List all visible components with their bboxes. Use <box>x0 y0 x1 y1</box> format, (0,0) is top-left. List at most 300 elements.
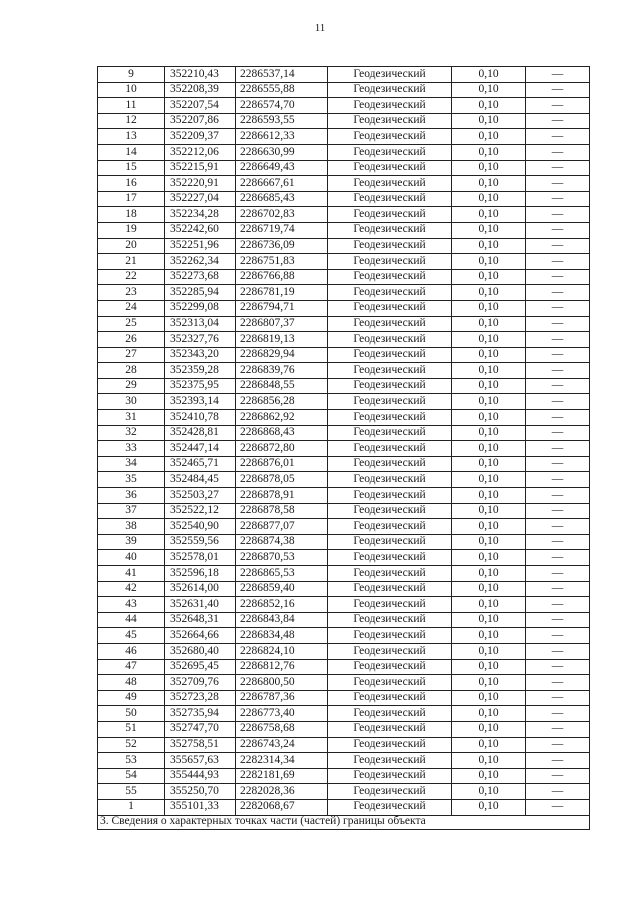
point-description-cell: — <box>526 363 590 379</box>
accuracy-cell: 0,10 <box>452 721 526 737</box>
y-coordinate-cell: 2286743,24 <box>236 737 328 753</box>
point-description-cell: — <box>526 347 590 363</box>
y-coordinate-cell: 2286800,50 <box>236 675 328 691</box>
point-number-cell: 44 <box>98 612 165 628</box>
point-number-cell: 30 <box>98 394 165 410</box>
accuracy-cell: 0,10 <box>452 784 526 800</box>
point-number-cell: 20 <box>98 238 165 254</box>
accuracy-cell: 0,10 <box>452 176 526 192</box>
x-coordinate-cell: 352207,86 <box>165 113 236 129</box>
accuracy-cell: 0,10 <box>452 410 526 426</box>
method-cell: Геодезический <box>328 410 452 426</box>
point-description-cell: — <box>526 129 590 145</box>
point-number-cell: 47 <box>98 659 165 675</box>
method-cell: Геодезический <box>328 347 452 363</box>
x-coordinate-cell: 352559,56 <box>165 534 236 550</box>
table-row <box>98 441 590 457</box>
point-number-cell: 25 <box>98 316 165 332</box>
x-coordinate-cell: 352375,95 <box>165 378 236 394</box>
point-number-cell: 33 <box>98 441 165 457</box>
accuracy-cell: 0,10 <box>452 550 526 566</box>
table-row <box>98 472 590 488</box>
x-coordinate-cell: 355250,70 <box>165 784 236 800</box>
table-row <box>98 300 590 316</box>
method-cell: Геодезический <box>328 207 452 223</box>
point-number-cell: 24 <box>98 300 165 316</box>
page-number: 11 <box>314 22 326 34</box>
table-row <box>98 425 590 441</box>
x-coordinate-cell: 352285,94 <box>165 285 236 301</box>
accuracy-cell: 0,10 <box>452 472 526 488</box>
method-cell: Геодезический <box>328 222 452 238</box>
accuracy-cell: 0,10 <box>452 285 526 301</box>
method-cell: Геодезический <box>328 566 452 582</box>
y-coordinate-cell: 2286630,99 <box>236 144 328 160</box>
y-coordinate-cell: 2286685,43 <box>236 191 328 207</box>
y-coordinate-cell: 2286878,05 <box>236 472 328 488</box>
x-coordinate-cell: 352540,90 <box>165 519 236 535</box>
y-coordinate-cell: 2286773,40 <box>236 706 328 722</box>
accuracy-cell: 0,10 <box>452 347 526 363</box>
accuracy-cell: 0,10 <box>452 612 526 628</box>
y-coordinate-cell: 2286736,09 <box>236 238 328 254</box>
table-row <box>98 363 590 379</box>
table-row <box>98 643 590 659</box>
method-cell: Геодезический <box>328 472 452 488</box>
method-cell: Геодезический <box>328 753 452 769</box>
point-number-cell: 37 <box>98 503 165 519</box>
accuracy-cell: 0,10 <box>452 581 526 597</box>
method-cell: Геодезический <box>328 332 452 348</box>
point-description-cell: — <box>526 566 590 582</box>
point-number-cell: 28 <box>98 363 165 379</box>
y-coordinate-cell: 2286807,37 <box>236 316 328 332</box>
x-coordinate-cell: 352503,27 <box>165 488 236 504</box>
point-number-cell: 17 <box>98 191 165 207</box>
point-number-cell: 26 <box>98 332 165 348</box>
accuracy-cell: 0,10 <box>452 519 526 535</box>
x-coordinate-cell: 352680,40 <box>165 643 236 659</box>
method-cell: Геодезический <box>328 675 452 691</box>
table-row <box>98 129 590 145</box>
x-coordinate-cell: 352695,45 <box>165 659 236 675</box>
point-description-cell: — <box>526 706 590 722</box>
y-coordinate-cell: 2286781,19 <box>236 285 328 301</box>
y-coordinate-cell: 2286852,16 <box>236 597 328 613</box>
point-number-cell: 49 <box>98 690 165 706</box>
y-coordinate-cell: 2286612,33 <box>236 129 328 145</box>
y-coordinate-cell: 2286812,76 <box>236 659 328 675</box>
accuracy-cell: 0,10 <box>452 238 526 254</box>
x-coordinate-cell: 352484,45 <box>165 472 236 488</box>
table-row <box>98 410 590 426</box>
coordinates-table <box>97 66 590 830</box>
table-row <box>98 566 590 582</box>
table-row <box>98 67 590 83</box>
x-coordinate-cell: 355444,93 <box>165 768 236 784</box>
point-description-cell: — <box>526 799 590 815</box>
accuracy-cell: 0,10 <box>452 425 526 441</box>
accuracy-cell: 0,10 <box>452 191 526 207</box>
y-coordinate-cell: 2286794,71 <box>236 300 328 316</box>
table-row <box>98 628 590 644</box>
y-coordinate-cell: 2286862,92 <box>236 410 328 426</box>
x-coordinate-cell: 355101,33 <box>165 799 236 815</box>
table-row <box>98 799 590 815</box>
method-cell: Геодезический <box>328 285 452 301</box>
point-description-cell: — <box>526 581 590 597</box>
point-number-cell: 16 <box>98 176 165 192</box>
method-cell: Геодезический <box>328 269 452 285</box>
x-coordinate-cell: 352393,14 <box>165 394 236 410</box>
accuracy-cell: 0,10 <box>452 675 526 691</box>
point-description-cell: — <box>526 82 590 98</box>
table-row <box>98 753 590 769</box>
method-cell: Геодезический <box>328 706 452 722</box>
table-row <box>98 503 590 519</box>
x-coordinate-cell: 352208,39 <box>165 82 236 98</box>
accuracy-cell: 0,10 <box>452 82 526 98</box>
table-row <box>98 285 590 301</box>
y-coordinate-cell: 2286834,48 <box>236 628 328 644</box>
y-coordinate-cell: 2286843,84 <box>236 612 328 628</box>
accuracy-cell: 0,10 <box>452 643 526 659</box>
method-cell: Геодезический <box>328 721 452 737</box>
y-coordinate-cell: 2286859,40 <box>236 581 328 597</box>
point-number-cell: 54 <box>98 768 165 784</box>
accuracy-cell: 0,10 <box>452 300 526 316</box>
point-number-cell: 55 <box>98 784 165 800</box>
method-cell: Геодезический <box>328 441 452 457</box>
accuracy-cell: 0,10 <box>452 378 526 394</box>
accuracy-cell: 0,10 <box>452 456 526 472</box>
point-number-cell: 48 <box>98 675 165 691</box>
point-number-cell: 39 <box>98 534 165 550</box>
table-row <box>98 768 590 784</box>
y-coordinate-cell: 2286848,55 <box>236 378 328 394</box>
accuracy-cell: 0,10 <box>452 706 526 722</box>
method-cell: Геодезический <box>328 768 452 784</box>
y-coordinate-cell: 2286878,91 <box>236 488 328 504</box>
method-cell: Геодезический <box>328 316 452 332</box>
point-number-cell: 27 <box>98 347 165 363</box>
accuracy-cell: 0,10 <box>452 269 526 285</box>
table-row <box>98 238 590 254</box>
y-coordinate-cell: 2286839,76 <box>236 363 328 379</box>
method-cell: Геодезический <box>328 737 452 753</box>
table-row <box>98 581 590 597</box>
method-cell: Геодезический <box>328 597 452 613</box>
accuracy-cell: 0,10 <box>452 628 526 644</box>
accuracy-cell: 0,10 <box>452 222 526 238</box>
point-description-cell: — <box>526 285 590 301</box>
section-footer-row <box>98 815 590 829</box>
y-coordinate-cell: 2286719,74 <box>236 222 328 238</box>
point-number-cell: 50 <box>98 706 165 722</box>
point-description-cell: — <box>526 534 590 550</box>
section-footer-title: 3. Сведения о характерных точках части (частей) границы объекта <box>98 815 590 829</box>
accuracy-cell: 0,10 <box>452 254 526 270</box>
accuracy-cell: 0,10 <box>452 207 526 223</box>
x-coordinate-cell: 352747,70 <box>165 721 236 737</box>
method-cell: Геодезический <box>328 503 452 519</box>
x-coordinate-cell: 352209,37 <box>165 129 236 145</box>
accuracy-cell: 0,10 <box>452 534 526 550</box>
x-coordinate-cell: 352227,04 <box>165 191 236 207</box>
x-coordinate-cell: 352465,71 <box>165 456 236 472</box>
table-row <box>98 98 590 114</box>
accuracy-cell: 0,10 <box>452 566 526 582</box>
point-description-cell: — <box>526 472 590 488</box>
point-description-cell: — <box>526 394 590 410</box>
method-cell: Геодезический <box>328 378 452 394</box>
table-row <box>98 456 590 472</box>
x-coordinate-cell: 352614,00 <box>165 581 236 597</box>
accuracy-cell: 0,10 <box>452 144 526 160</box>
point-description-cell: — <box>526 612 590 628</box>
x-coordinate-cell: 355657,63 <box>165 753 236 769</box>
table-row <box>98 675 590 691</box>
accuracy-cell: 0,10 <box>452 737 526 753</box>
point-description-cell: — <box>526 519 590 535</box>
table-row <box>98 207 590 223</box>
method-cell: Геодезический <box>328 363 452 379</box>
point-number-cell: 46 <box>98 643 165 659</box>
point-number-cell: 38 <box>98 519 165 535</box>
method-cell: Геодезический <box>328 799 452 815</box>
point-description-cell: — <box>526 628 590 644</box>
y-coordinate-cell: 2282068,67 <box>236 799 328 815</box>
y-coordinate-cell: 2286824,10 <box>236 643 328 659</box>
method-cell: Геодезический <box>328 67 452 83</box>
table-row <box>98 347 590 363</box>
method-cell: Геодезический <box>328 488 452 504</box>
accuracy-cell: 0,10 <box>452 597 526 613</box>
accuracy-cell: 0,10 <box>452 363 526 379</box>
method-cell: Геодезический <box>328 191 452 207</box>
y-coordinate-cell: 2286574,70 <box>236 98 328 114</box>
point-description-cell: — <box>526 332 590 348</box>
accuracy-cell: 0,10 <box>452 503 526 519</box>
x-coordinate-cell: 352299,08 <box>165 300 236 316</box>
x-coordinate-cell: 352428,81 <box>165 425 236 441</box>
x-coordinate-cell: 352578,01 <box>165 550 236 566</box>
y-coordinate-cell: 2286870,53 <box>236 550 328 566</box>
accuracy-cell: 0,10 <box>452 394 526 410</box>
coordinates-table-body <box>98 67 590 816</box>
accuracy-cell: 0,10 <box>452 690 526 706</box>
point-description-cell: — <box>526 269 590 285</box>
point-description-cell: — <box>526 98 590 114</box>
x-coordinate-cell: 352327,76 <box>165 332 236 348</box>
point-number-cell: 22 <box>98 269 165 285</box>
x-coordinate-cell: 352522,12 <box>165 503 236 519</box>
y-coordinate-cell: 2286751,83 <box>236 254 328 270</box>
point-number-cell: 45 <box>98 628 165 644</box>
point-number-cell: 23 <box>98 285 165 301</box>
table-row <box>98 176 590 192</box>
accuracy-cell: 0,10 <box>452 67 526 83</box>
point-description-cell: — <box>526 222 590 238</box>
x-coordinate-cell: 352758,51 <box>165 737 236 753</box>
x-coordinate-cell: 352313,04 <box>165 316 236 332</box>
point-number-cell: 40 <box>98 550 165 566</box>
y-coordinate-cell: 2282314,34 <box>236 753 328 769</box>
table-row <box>98 612 590 628</box>
x-coordinate-cell: 352251,96 <box>165 238 236 254</box>
table-row <box>98 378 590 394</box>
point-number-cell: 29 <box>98 378 165 394</box>
accuracy-cell: 0,10 <box>452 488 526 504</box>
point-number-cell: 21 <box>98 254 165 270</box>
y-coordinate-cell: 2286555,88 <box>236 82 328 98</box>
y-coordinate-cell: 2286876,01 <box>236 456 328 472</box>
point-number-cell: 53 <box>98 753 165 769</box>
x-coordinate-cell: 352343,20 <box>165 347 236 363</box>
method-cell: Геодезический <box>328 113 452 129</box>
method-cell: Геодезический <box>328 456 452 472</box>
point-number-cell: 42 <box>98 581 165 597</box>
point-description-cell: — <box>526 503 590 519</box>
point-description-cell: — <box>526 176 590 192</box>
method-cell: Геодезический <box>328 160 452 176</box>
accuracy-cell: 0,10 <box>452 160 526 176</box>
table-row <box>98 144 590 160</box>
accuracy-cell: 0,10 <box>452 113 526 129</box>
y-coordinate-cell: 2286787,36 <box>236 690 328 706</box>
method-cell: Геодезический <box>328 784 452 800</box>
table-row <box>98 519 590 535</box>
point-description-cell: — <box>526 675 590 691</box>
x-coordinate-cell: 352631,40 <box>165 597 236 613</box>
point-number-cell: 31 <box>98 410 165 426</box>
method-cell: Геодезический <box>328 176 452 192</box>
x-coordinate-cell: 352735,94 <box>165 706 236 722</box>
point-number-cell: 18 <box>98 207 165 223</box>
method-cell: Геодезический <box>328 300 452 316</box>
method-cell: Геодезический <box>328 98 452 114</box>
table-row <box>98 721 590 737</box>
accuracy-cell: 0,10 <box>452 799 526 815</box>
x-coordinate-cell: 352273,68 <box>165 269 236 285</box>
point-description-cell: — <box>526 488 590 504</box>
x-coordinate-cell: 352210,43 <box>165 67 236 83</box>
accuracy-cell: 0,10 <box>452 129 526 145</box>
x-coordinate-cell: 352220,91 <box>165 176 236 192</box>
x-coordinate-cell: 352242,60 <box>165 222 236 238</box>
y-coordinate-cell: 2286702,83 <box>236 207 328 223</box>
table-row <box>98 659 590 675</box>
table-row <box>98 191 590 207</box>
point-number-cell: 12 <box>98 113 165 129</box>
point-number-cell: 34 <box>98 456 165 472</box>
y-coordinate-cell: 2286819,13 <box>236 332 328 348</box>
y-coordinate-cell: 2282028,36 <box>236 784 328 800</box>
y-coordinate-cell: 2286537,14 <box>236 67 328 83</box>
table-row <box>98 82 590 98</box>
table-row <box>98 784 590 800</box>
point-description-cell: — <box>526 316 590 332</box>
method-cell: Геодезический <box>328 690 452 706</box>
point-number-cell: 32 <box>98 425 165 441</box>
accuracy-cell: 0,10 <box>452 753 526 769</box>
point-description-cell: — <box>526 441 590 457</box>
y-coordinate-cell: 2286874,38 <box>236 534 328 550</box>
y-coordinate-cell: 2286829,94 <box>236 347 328 363</box>
y-coordinate-cell: 2286758,68 <box>236 721 328 737</box>
table-row <box>98 394 590 410</box>
method-cell: Геодезический <box>328 581 452 597</box>
table-row <box>98 737 590 753</box>
point-number-cell: 9 <box>98 67 165 83</box>
method-cell: Геодезический <box>328 144 452 160</box>
accuracy-cell: 0,10 <box>452 441 526 457</box>
point-description-cell: — <box>526 67 590 83</box>
y-coordinate-cell: 2286878,58 <box>236 503 328 519</box>
x-coordinate-cell: 352410,78 <box>165 410 236 426</box>
x-coordinate-cell: 352212,06 <box>165 144 236 160</box>
point-description-cell: — <box>526 113 590 129</box>
point-description-cell: — <box>526 238 590 254</box>
method-cell: Геодезический <box>328 425 452 441</box>
table-row <box>98 254 590 270</box>
point-description-cell: — <box>526 690 590 706</box>
point-description-cell: — <box>526 550 590 566</box>
x-coordinate-cell: 352447,14 <box>165 441 236 457</box>
point-description-cell: — <box>526 144 590 160</box>
point-description-cell: — <box>526 160 590 176</box>
y-coordinate-cell: 2286856,28 <box>236 394 328 410</box>
x-coordinate-cell: 352596,18 <box>165 566 236 582</box>
method-cell: Геодезический <box>328 238 452 254</box>
table-row <box>98 488 590 504</box>
method-cell: Геодезический <box>328 643 452 659</box>
table-row <box>98 269 590 285</box>
method-cell: Геодезический <box>328 82 452 98</box>
y-coordinate-cell: 2286865,53 <box>236 566 328 582</box>
point-description-cell: — <box>526 659 590 675</box>
method-cell: Геодезический <box>328 534 452 550</box>
method-cell: Геодезический <box>328 550 452 566</box>
table-row <box>98 160 590 176</box>
point-description-cell: — <box>526 737 590 753</box>
point-number-cell: 41 <box>98 566 165 582</box>
table-row <box>98 690 590 706</box>
point-number-cell: 36 <box>98 488 165 504</box>
point-description-cell: — <box>526 410 590 426</box>
table-row <box>98 222 590 238</box>
point-number-cell: 13 <box>98 129 165 145</box>
point-number-cell: 1 <box>98 799 165 815</box>
y-coordinate-cell: 2286649,43 <box>236 160 328 176</box>
point-description-cell: — <box>526 207 590 223</box>
point-description-cell: — <box>526 425 590 441</box>
x-coordinate-cell: 352207,54 <box>165 98 236 114</box>
method-cell: Геодезический <box>328 394 452 410</box>
point-description-cell: — <box>526 721 590 737</box>
table-row <box>98 113 590 129</box>
point-description-cell: — <box>526 784 590 800</box>
method-cell: Геодезический <box>328 129 452 145</box>
method-cell: Геодезический <box>328 519 452 535</box>
method-cell: Геодезический <box>328 254 452 270</box>
table-row <box>98 706 590 722</box>
point-description-cell: — <box>526 456 590 472</box>
method-cell: Геодезический <box>328 628 452 644</box>
x-coordinate-cell: 352723,28 <box>165 690 236 706</box>
accuracy-cell: 0,10 <box>452 316 526 332</box>
method-cell: Геодезический <box>328 612 452 628</box>
